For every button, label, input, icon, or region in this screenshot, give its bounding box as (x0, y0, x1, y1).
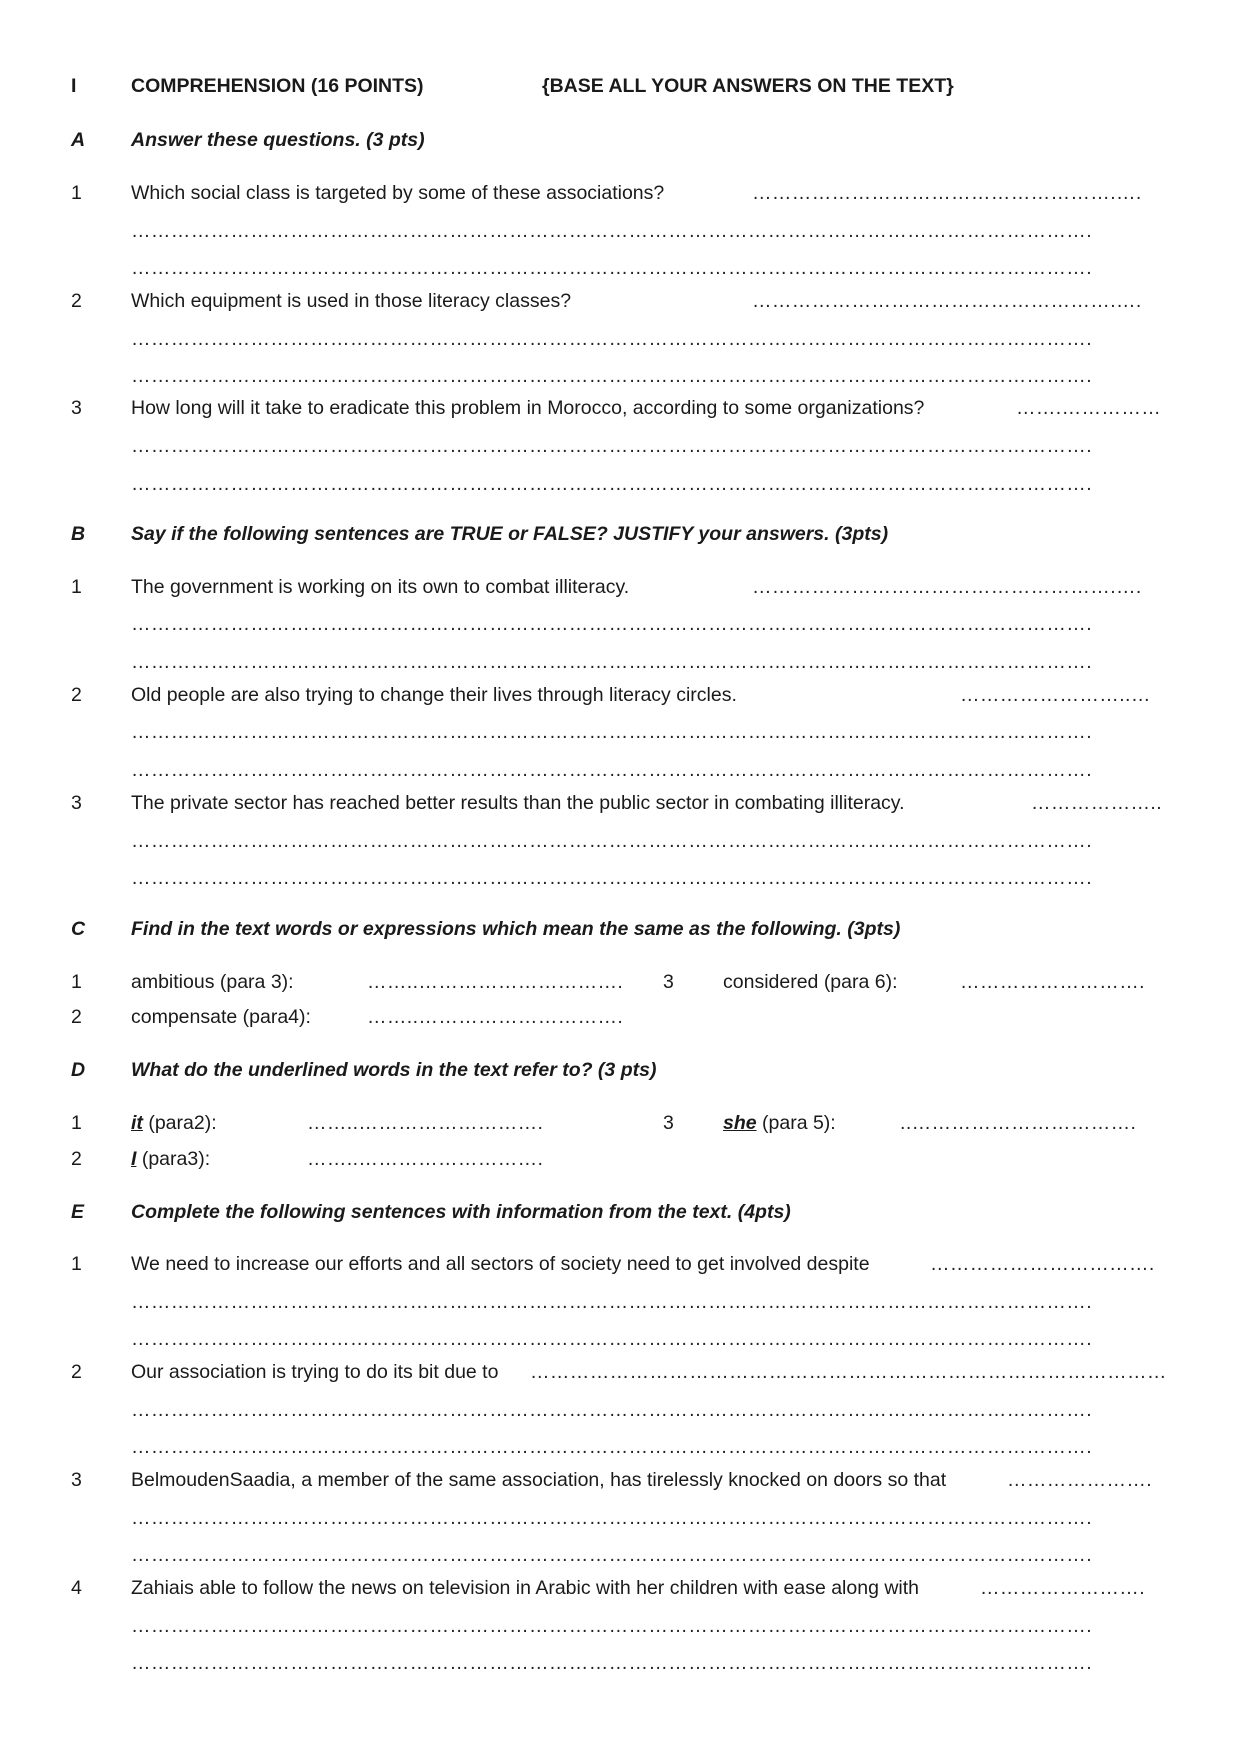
reference-prompt (131, 1111, 217, 1135)
answer-line[interactable]: …….…………… (1016, 397, 1162, 419)
completion-prompt: Our association is trying to do its bit due to (131, 1361, 499, 1383)
paragraph-ref: (para 5): (756, 1112, 836, 1134)
answer-line[interactable]: ………………………………………………………………………………………………………………………………. (131, 721, 1093, 743)
answer-line[interactable]: ………………………………………………………………………………………………………………………………. (131, 1328, 1093, 1350)
paragraph-ref: (para2): (142, 1112, 217, 1134)
answer-line[interactable]: ………………………. (960, 971, 1145, 993)
answer-line[interactable]: ……………………………………………….…. (752, 182, 1142, 204)
completion-prompt: Zahiais able to follow the news on television in Arabic with her children with ease along with (131, 1577, 920, 1599)
answer-line[interactable]: …………………………………………………………………………………… (530, 1361, 1167, 1383)
answer-line[interactable]: ………………………………………………………………………………………………………………………………. (131, 867, 1093, 889)
vocab-number: 2 (71, 1006, 82, 1028)
underlined-word: it (131, 1112, 143, 1134)
answer-line[interactable]: ………………………………………………………………………………………………………………………………. (131, 473, 1093, 495)
statement-text: The government is working on its own to combat illiteracy. (131, 576, 630, 598)
answer-line[interactable]: ………………………………………………………………………………………………………………………………. (131, 365, 1093, 387)
answer-line[interactable]: ………………………………………………………………………………………………………………………………. (131, 651, 1093, 673)
section-title: COMPREHENSION (16 POINTS) (131, 75, 424, 97)
question-number: 2 (71, 290, 82, 312)
statement-number: 1 (71, 576, 82, 598)
answer-line[interactable]: ………………………………………………………………………………………………………………………………. (131, 1507, 1093, 1529)
section-c-letter: C (71, 918, 86, 940)
answer-line[interactable]: ……..………………………. (307, 1112, 544, 1134)
answer-line[interactable]: ……………….. (1031, 792, 1163, 814)
answer-line[interactable]: ……………………………. (930, 1253, 1155, 1275)
completion-number: 1 (71, 1253, 82, 1275)
section-instruction-note: {BASE ALL YOUR ANSWERS ON THE TEXT} (542, 75, 954, 97)
answer-line[interactable]: ………………………………………………………………………………………………………………………………. (131, 1615, 1093, 1637)
question-number: 3 (71, 397, 82, 419)
reference-number: 2 (71, 1148, 82, 1170)
vocab-prompt: compensate (para4): (131, 1006, 311, 1028)
vocab-number: 1 (71, 971, 82, 993)
section-e-heading: Complete the following sentences with information from the text. (4pts) (131, 1201, 791, 1223)
answer-line[interactable]: ………………………………………………………………………………………………………………………………. (131, 1652, 1093, 1674)
answer-line[interactable]: ……..…………………………. (367, 971, 624, 993)
paragraph-ref: (para3): (136, 1148, 211, 1170)
answer-line[interactable]: ………………………………………………………………………………………………………………………………. (131, 613, 1093, 635)
answer-line[interactable]: ……………………..… (960, 684, 1151, 706)
question-text: Which equipment is used in those literacy classes? (131, 290, 572, 312)
underlined-word: she (723, 1112, 757, 1134)
answer-line[interactable]: ………………………………………………………………………………………………………………………………. (131, 830, 1093, 852)
question-text: Which social class is targeted by some of these associations? (131, 182, 665, 204)
section-e-letter: E (71, 1201, 85, 1223)
question-text: How long will it take to eradicate this problem in Morocco, according to some organizations? (131, 397, 925, 419)
answer-line[interactable]: ………………………………………………………………………………………………………………………………. (131, 1436, 1093, 1458)
completion-number: 3 (71, 1469, 82, 1491)
answer-line[interactable]: ……………………………………………….…. (752, 576, 1142, 598)
statement-number: 3 (71, 792, 82, 814)
section-b-letter: B (71, 523, 86, 545)
answer-line[interactable]: ……..…………………………. (367, 1006, 624, 1028)
answer-line[interactable]: ………………………………………………………………………………………………………………………………. (131, 1291, 1093, 1313)
answer-line[interactable]: ……………………. (980, 1577, 1146, 1599)
completion-prompt: BelmoudenSaadia, a member of the same association, has tirelessly knocked on doors so that (131, 1469, 947, 1491)
answer-line[interactable]: ………………………………………………………………………………………………………………………………. (131, 1544, 1093, 1566)
completion-prompt: We need to increase our efforts and all sectors of society need to get involved despite (131, 1253, 870, 1275)
section-b-heading: Say if the following sentences are TRUE or FALSE? JUSTIFY your answers. (3pts) (131, 523, 889, 545)
statement-text: The private sector has reached better results than the public sector in combating illiteracy. (131, 792, 905, 814)
completion-number: 2 (71, 1361, 82, 1383)
answer-line[interactable]: ………………………………………………………………………………………………………………………………. (131, 220, 1093, 242)
reference-number: 3 (663, 1112, 674, 1134)
answer-line[interactable]: ………………………………………………………………………………………………………………………………. (131, 257, 1093, 279)
reference-prompt (131, 1147, 210, 1171)
reference-number: 1 (71, 1112, 82, 1134)
underlined-word: I (131, 1148, 137, 1170)
answer-line[interactable]: …………………. (1007, 1469, 1153, 1491)
reference-prompt (723, 1111, 836, 1135)
section-c-heading: Find in the text words or expressions which mean the same as the following. (3pts) (131, 918, 901, 940)
vocab-prompt: considered (para 6): (723, 971, 898, 993)
answer-line[interactable]: ……………………………………………….…. (752, 290, 1142, 312)
question-number: 1 (71, 182, 82, 204)
answer-line[interactable]: ………………………………………………………………………………………………………………………………. (131, 759, 1093, 781)
statement-text: Old people are also trying to change their lives through literacy circles. (131, 684, 737, 706)
section-d-heading: What do the underlined words in the text refer to? (3 pts) (131, 1059, 657, 1081)
vocab-number: 3 (663, 971, 674, 993)
answer-line[interactable]: ……..………………………. (307, 1148, 544, 1170)
completion-number: 4 (71, 1577, 82, 1599)
statement-number: 2 (71, 684, 82, 706)
section-d-letter: D (71, 1059, 86, 1081)
section-a-heading: Answer these questions. (3 pts) (131, 129, 425, 151)
section-a-letter: A (71, 129, 86, 151)
answer-line[interactable]: ………………………………………………………………………………………………………………………………. (131, 328, 1093, 350)
answer-line[interactable]: ………………………………………………………………………………………………………………………………. (131, 1399, 1093, 1421)
vocab-prompt: ambitious (para 3): (131, 971, 294, 993)
section-roman-numeral: I (71, 75, 77, 97)
answer-line[interactable]: ..……………………………. (900, 1112, 1137, 1134)
answer-line[interactable]: ………………………………………………………………………………………………………………………………. (131, 435, 1093, 457)
